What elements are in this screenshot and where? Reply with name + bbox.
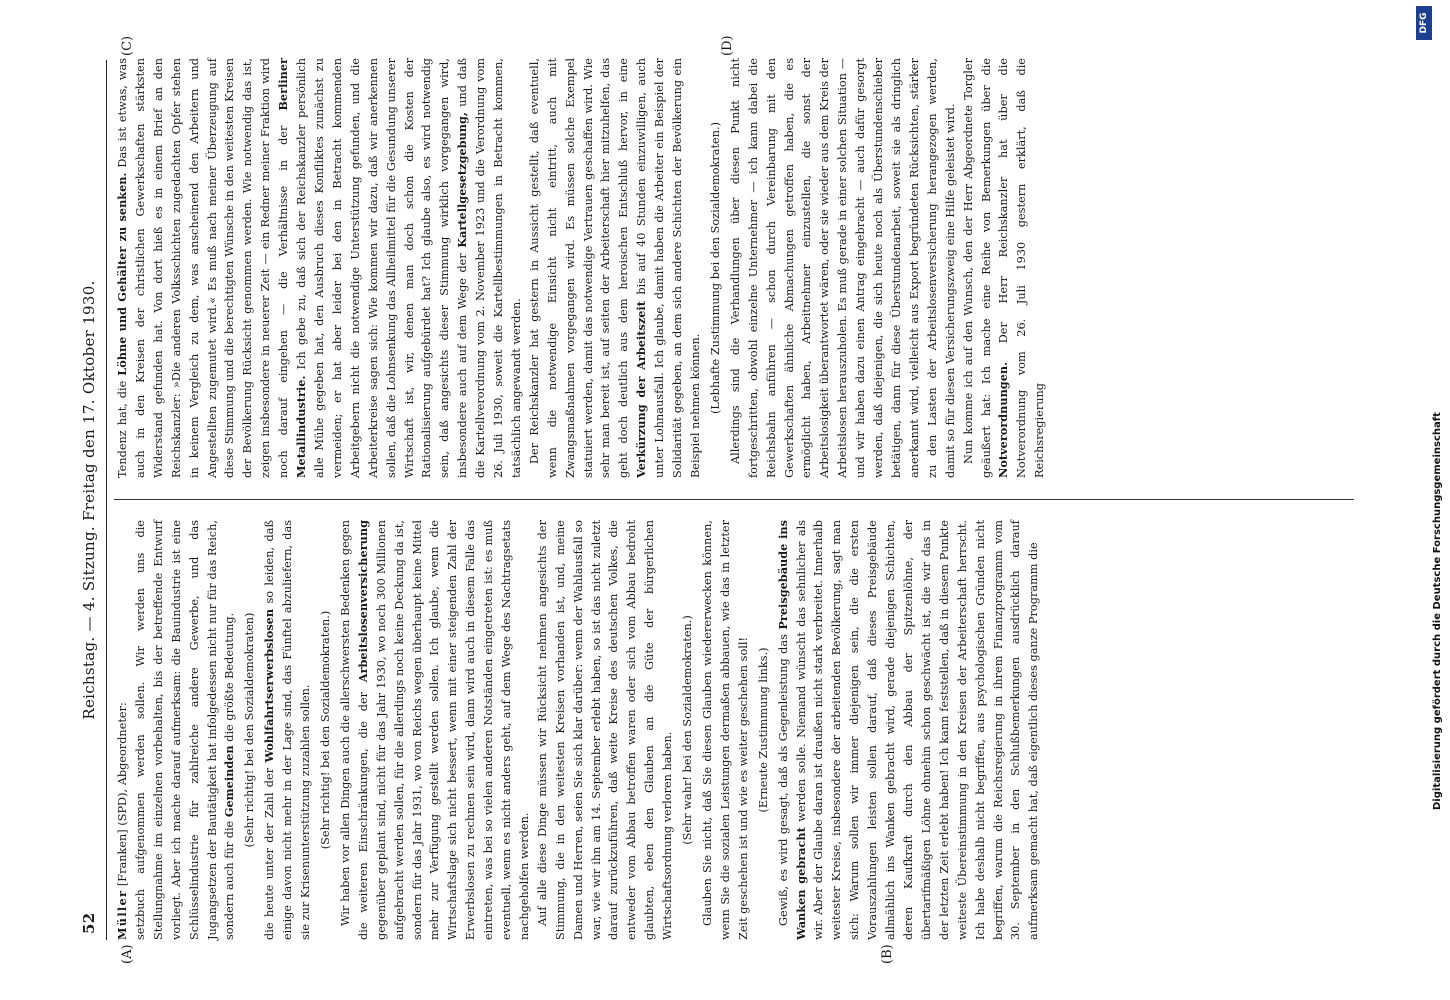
paragraph: [132, 520, 239, 940]
bold-term: Löhne und Gehälter zu senken.: [115, 172, 129, 376]
running-title: Reichstag. — 4. Sitzung. Freitag den 17. Oktober 1930.: [80, 280, 98, 720]
text-run: Das ist etwas, was auch in den Kreisen der christlichen Gewerkschaften stärksten Widerstand gefunden hat. Von dort hieß es in einem Brief an den Reichskanzler: »Die anderen Volksschichten zugedachten Opfer stehen in keinem Vergleich zu dem, was anscheinend den Arbeitern und Angestellten zugemutet wird.« Es muß nach meiner Überzeugung auf diese Stimmung und die berechtigten Wünsche in den weitesten Kreisen der Bevölkerung Rücksicht genommen werden. Wie notwendig das ist, zeigen insbesondere in neuerer Zeit — ein Redner meiner Fraktion wird noch darauf eingehen — die Verhältnisse in der: [116, 57, 291, 478]
bold-term: Preisgebäude ins Wanken gebracht: [775, 520, 808, 940]
text-run: die heute unter der Zahl der: [263, 767, 277, 940]
reaction: (Sehr richtig! bei den Sozialdemokraten.): [318, 610, 332, 850]
reaction: (Sehr wahr! bei den Sozialdemokraten.): [681, 615, 695, 845]
text-run: bis auf 40 Stunden einzuwilligen, auch unter Lohnausfall. Ich glaube, damit haben die Arbeiter ein Beispiel der Solidarität gegeben, an dem sich andere Schichten der Bevölkerung ein Beispiel nehmen können.: [635, 58, 702, 478]
dfg-logo-text: DFG: [1419, 12, 1429, 34]
digitization-note: [1412, 0, 1443, 1000]
text-run: werden solle. Niemand wünscht das sehnlicher als wir. Aber der Glaube daran ist draußen nicht stark verbreitet. Innerhalb weitester Kreise, insbesondere der arbeitenden Bevölkerung, sagt man sich: Warum sollen wir immer diejenigen sein, die die ersten Vorauszahlungen leisten sollen darauf, daß dieses Preisgebäude allmählich ins Wanken gebracht wird, gerade diejenigen Schichten, deren Kaufkraft durch den Abbau der Spitzenlöhne, der übertarifmäßigen Löhne ohnehin schon geschwächt ist, die wir das in der letzten Zeit erlebt haben! Ich kann feststellen, daß in diesem Punkte weiteste Übereinstimmung in den Kreisen der Arbeiterschaft herrscht. Ich habe deshalb nicht begriffen, aus psychologischen Gründen nicht begriffen, warum die Reichsregierung in ihrem Finanzprogramm vom 30. September in den Schlußbemerkungen ausdrücklich darauf aufmerksam gemacht hat, daß eigentlich dieses ganze Programm die: [794, 519, 1041, 940]
header-rule: [106, 60, 107, 940]
bold-term: Verkürzung der Arbeitszeit: [634, 301, 649, 478]
speaker-line: [114, 520, 132, 940]
paragraph: [114, 58, 526, 478]
column-left: [114, 520, 1043, 940]
text-run: Ich gebe zu, daß sich der Reichskanzler persönlich alle Mühe gegeben hat, den Ausbruch dieses Konfliktes zunächst zu vermeiden; er hat aber leider bei den in Betracht kommenden Arbeitgebern nicht die notwendige Unterstützung gefunden, und die Arbeiterkreise sagen sich: Wie kommen wir dazu, daß wir anerkennen sollen, daß die Lohnsenkung das Allheilmittel für die Gesundung unserer Wirtschaft ist, wir, denen man doch schon die Kosten der Rationalisierung aufgebürdet hat? Ich glaube also, es wird notwendig sein, daß angesichts dieser Stimmung wirklich vorgegangen wird, insbesondere auch auf dem Wege der: [295, 58, 470, 478]
text-run: setzbuch aufgenommen werden sollen. Wir werden uns die Stellungnahme im einzelnen vorbehalten, bis der betreffende Entwurf vorliegt. Aber ich mache darauf aufmerksam: die Bauindustrie ist eine Schlüsselindustrie für zahlreiche andere Gewerbe, und das Jugangsetzen der Bautätigkeit hat infolgedessen nicht nur für das Reich, sondern auch für die: [133, 520, 237, 940]
bold-term: Kartellgesetzgebung,: [455, 112, 470, 248]
text-run: und daß die Kartellverordnung vom 2. November 1923 und die Verordnung vom 26. Juli 1930, soweit die Kartellbestimmungen in Betracht kommen, tatsächlich angewandt werden.: [456, 57, 523, 478]
paragraph: [775, 520, 1044, 940]
text-run: Tendenz hat, die: [116, 380, 129, 478]
bold-term: Arbeitslosenversicherung: [355, 520, 370, 683]
text-run: Der Reichskanzler hat gestern in Aussicht gestellt, daß eventuell, wenn die notwendige Einsicht nicht eintritt, auch mit Zwangsmaßnahmen vorgegangen wird. Es müssen solche Exempel statuiert werden, damit das notwendige Vertrauen geschaffen wird. Wie sehr man bereit ist, auf seiten der Arbeiterschaft hier mitzuhelfen, das geht doch deutlich aus dem heroischen Entschluß hervor, in eine: [527, 58, 631, 478]
bold-term: Notverordnungen.: [996, 361, 1011, 478]
bold-term: Berliner Metallindustrie.: [276, 58, 309, 478]
paragraph: Glauben Sie nicht, daß Sie diesen Glauben wiedererwecken können, wenn Sie die sozialen Leistungen dermaßen abbauen, wie das in letzter Zeit geschehen ist und wie es weiter geschehen soll!: [701, 520, 750, 940]
speaker-role: [Franken] (SPD), Abgeordneter:: [116, 702, 129, 890]
text-run: gegenüber geplant sind, nicht für das Jahr 1930, wo noch 300 Millionen aufgebracht werden sollen, für die allerdings noch keine Deckung da ist, sondern für das Jahr 1931, wo von Reichs wegen überhaupt keine Mittel mehr zur Verfügung gestellt werden sollen. Ich glaube, wenn die Wirtschaftslage sich nicht bessert, wenn mit einer steigenden Zahl der Erwerbslosen zu rechnen sein wird, dann wird auch in diesem Falle das eintreten, was bei so vielen anderen Notständen eingetreten ist: es muß eventuell, wenn es nicht anders geht, auf dem Wege des Nachtragsetats nachgeholfen werden.: [374, 520, 531, 940]
speaker-name: Müller: [115, 889, 129, 940]
page-content-rotated: [80, 35, 1365, 964]
column-right: [114, 58, 1049, 478]
dfg-logo: [1416, 6, 1432, 40]
text-run: Gewiß, es wird gesagt, daß als Gegenleistung das: [776, 634, 790, 926]
text-run: Der Herr Reichskanzler hat über die Notverordnung vom 26. Juli 1930 gestern erklärt, daß die Reichsregierung: [997, 58, 1047, 478]
page-header: [80, 60, 102, 940]
text-run: Wir haben vor allen Dingen auch die allerschwersten Bedenken gegen die weiteren Einschränkungen, die der: [338, 520, 370, 940]
text-run: Nun komme ich auf den Wunsch, den der Herr Abgeordnete Torgler geäußert hat: Ich mache eine Reihe von Bemerkungen über die: [961, 58, 993, 478]
paragraph: [526, 58, 705, 478]
page-number: 52: [80, 912, 98, 934]
margin-mark-a: (A): [120, 944, 135, 964]
margin-mark-d: (D): [720, 35, 735, 56]
bold-term: Wohlfahrtserwerbslosen: [262, 608, 277, 763]
paragraph: [960, 58, 1050, 478]
margin-mark-b: (B): [880, 944, 895, 964]
column-separator: [114, 499, 1354, 500]
reaction: (Lebhafte Zustimmung bei den Sozialdemokraten.): [708, 122, 722, 414]
reaction: (Erneute Zustimmung links.): [756, 647, 770, 813]
text-run: die größte Bedeutung.: [223, 612, 237, 746]
reaction: (Sehr richtig! bei den Sozialdemokraten): [243, 612, 257, 848]
digitization-note-text: Digitalisierung gefördert durch die Deutsche Forschungsgemeinschaft: [1432, 412, 1443, 810]
text-run: so leiden, daß einige davon nicht mehr in der Lage sind, das Fünftel abzuliefern, das sie zur Krisenunterstützung zuzahlen sollen.: [263, 520, 313, 940]
paragraph: [261, 520, 315, 940]
margin-mark-c: (C): [120, 35, 135, 56]
paragraph: [337, 520, 534, 940]
paragraph: Auf alle diese Dinge müssen wir Rücksicht nehmen angesichts der Stimmung, die in den weitesten Kreisen vorhanden ist, und, meine Damen und Herren, seien Sie sich klar darüber: wenn der Wahlausfall so war, wie wir ihn am 14. September erlebt haben, so ist das nicht zuletzt darauf zurückzuführen, daß weite Kreise des deutschen Volkes, die entweder vom Abbau betroffen waren oder sich vom Abbau bedroht glaubten, eben den Glauben an die Güte der bürgerlichen Wirtschaftsordnung verloren haben.: [535, 520, 675, 940]
bold-term: Gemeinden: [222, 745, 237, 818]
paragraph: Allerdings sind die Verhandlungen über diesen Punkt nicht fortgeschritten, obwohl einzelne Unternehmer — ich kann dabei die Reichsbahn anführen — schon durch Vereinbarung mit den Gewerkschaften ähnliche Abmachungen getroffen haben, die es ermöglicht haben, Arbeitnehmer einzustellen, die sonst der Arbeitslosigkeit überantwortet wären, oder sie wieder aus dem Kreis der Arbeitslosen herauszuholen. Es muß gerade in einer solchen Situation — und wir haben dazu einen Antrag eingebracht — auch dafür gesorgt werden, daß diejenigen, die sich heute noch als Überstundenschieber betätigen, dann für diese Überstundenarbeit, soweit sie als dringlich anerkannt wird, vielleicht aus Export begründeten Rücksichten, stärker zu den Lasten der Arbeitslosenversicherung herangezogen werden, damit so für diesen Versicherungszweig eine Hilfe geleistet wird.: [728, 58, 957, 478]
